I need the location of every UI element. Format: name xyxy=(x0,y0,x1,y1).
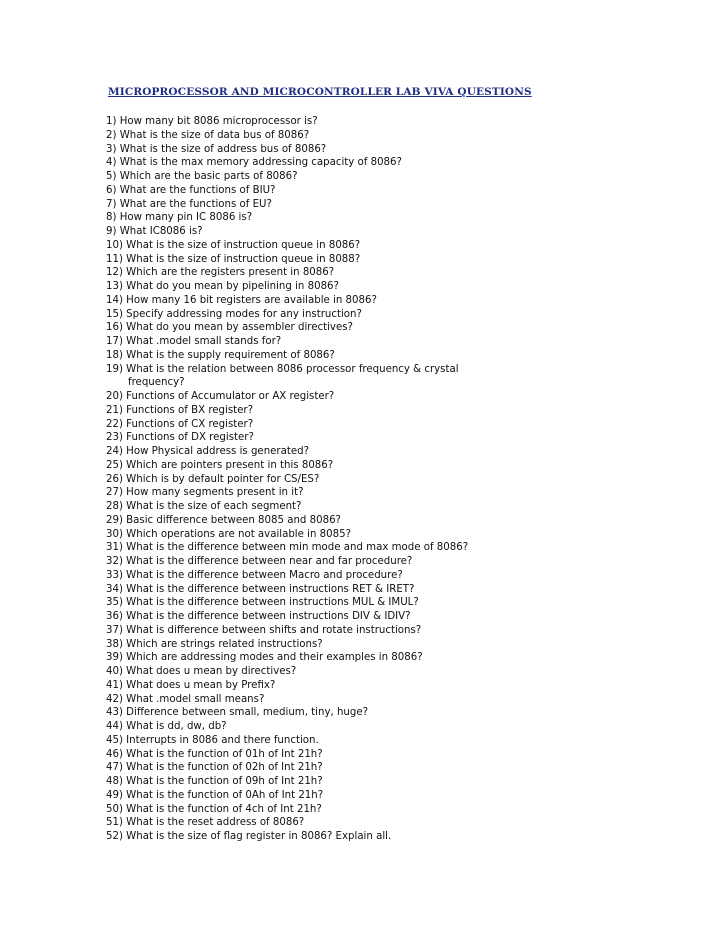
question-item: 1) How many bit 8086 microprocessor is? xyxy=(106,116,318,127)
question-item: 29) Basic difference between 8085 and 8086? xyxy=(106,514,341,526)
question-item: 33) What is the difference between Macro and procedure? xyxy=(106,569,403,581)
question-item: 52) What is the size of flag register in 8086? Explain all. xyxy=(106,831,392,842)
question-item: 25) Which are pointers present in this 8086? xyxy=(106,459,334,471)
question-item: 13) What do you mean by pipelining in 8086? xyxy=(106,281,339,292)
question-item: 43) Difference between small, medium, tiny, huge? xyxy=(106,707,369,719)
question-item: 45) Interrupts in 8086 and there function. xyxy=(106,734,319,746)
question-item: 40) What does u mean by directives? xyxy=(106,666,297,677)
question-item: 17) What .model small stands for? xyxy=(106,336,282,347)
question-item: 36) What is the difference between instructions DIV & IDIV? xyxy=(106,611,411,622)
question-item: 7) What are the functions of EU? xyxy=(106,198,272,210)
question-item: 28) What is the size of each segment? xyxy=(106,501,302,512)
question-item: 27) How many segments present in it? xyxy=(106,487,304,499)
question-item: 8) How many pin IC 8086 is? xyxy=(106,212,253,224)
question-item: 44) What is dd, dw, db? xyxy=(106,721,227,732)
question-item: 12) Which are the registers present in 8086? xyxy=(106,267,335,279)
question-item: 6) What are the functions of BIU? xyxy=(106,184,276,196)
question-item: 30) Which operations are not available in 8085? xyxy=(106,528,352,540)
question-item: 5) Which are the basic parts of 8086? xyxy=(106,171,298,182)
question-item: 23) Functions of DX register? xyxy=(106,432,254,444)
question-item: 19) What is the relation between 8086 processor frequency & crystal xyxy=(106,363,459,375)
question-item: 49) What is the function of 0Ah of Int 21h? xyxy=(106,789,324,801)
question-item: 47) What is the function of 02h of Int 21h? xyxy=(106,762,323,774)
question-item: 48) What is the function of 09h of Int 21h? xyxy=(106,776,323,787)
question-item: 39) Which are addressing modes and their examples in 8086? xyxy=(106,652,423,664)
question-item: 10) What is the size of instruction queue in 8086? xyxy=(106,239,361,251)
question-item: 18) What is the supply requirement of 8086? xyxy=(106,349,335,361)
question-item: 46) What is the function of 01h of Int 21h? xyxy=(106,748,323,760)
question-item: 22) Functions of CX register? xyxy=(106,418,254,430)
question-item: 3) What is the size of address bus of 8086? xyxy=(106,143,327,155)
question-item: 4) What is the max memory addressing capacity of 8086? xyxy=(106,157,402,169)
question-item: 31) What is the difference between min mode and max mode of 8086? xyxy=(106,542,469,554)
question-item: 11) What is the size of instruction queue in 8088? xyxy=(106,253,361,265)
question-item: 37) What is difference between shifts and rotate instructions? xyxy=(106,624,422,636)
question-item: 35) What is the difference between instructions MUL & IMUL? xyxy=(106,597,419,609)
question-item: 32) What is the difference between near and far procedure? xyxy=(106,556,413,567)
question-item: 24) How Physical address is generated? xyxy=(106,446,309,457)
question-item-continuation: frequency? xyxy=(128,377,185,389)
document-title: MICROPROCESSOR AND MICROCONTROLLER LAB VIVA QUESTIONS xyxy=(108,86,532,98)
question-item: 42) What .model small means? xyxy=(106,693,265,705)
question-item: 26) Which is by default pointer for CS/ES? xyxy=(106,473,320,485)
question-list xyxy=(106,115,468,844)
question-item: 14) How many 16 bit registers are available in 8086? xyxy=(106,294,377,306)
question-item: 50) What is the function of 4ch of Int 21h? xyxy=(106,803,322,815)
question-item: 51) What is the reset address of 8086? xyxy=(106,817,305,829)
question-item: 16) What do you mean by assembler directives? xyxy=(106,322,353,334)
question-item: 15) Specify addressing modes for any instruction? xyxy=(106,308,362,320)
question-item: 41) What does u mean by Prefix? xyxy=(106,679,276,691)
question-item: 20) Functions of Accumulator or AX register? xyxy=(106,391,335,402)
question-item: 9) What IC8086 is? xyxy=(106,226,203,237)
question-item: 2) What is the size of data bus of 8086? xyxy=(106,129,310,141)
question-item: 38) Which are strings related instructions? xyxy=(106,638,323,650)
question-item: 21) Functions of BX register? xyxy=(106,404,254,416)
question-item: 34) What is the difference between instructions RET & IRET? xyxy=(106,583,415,595)
